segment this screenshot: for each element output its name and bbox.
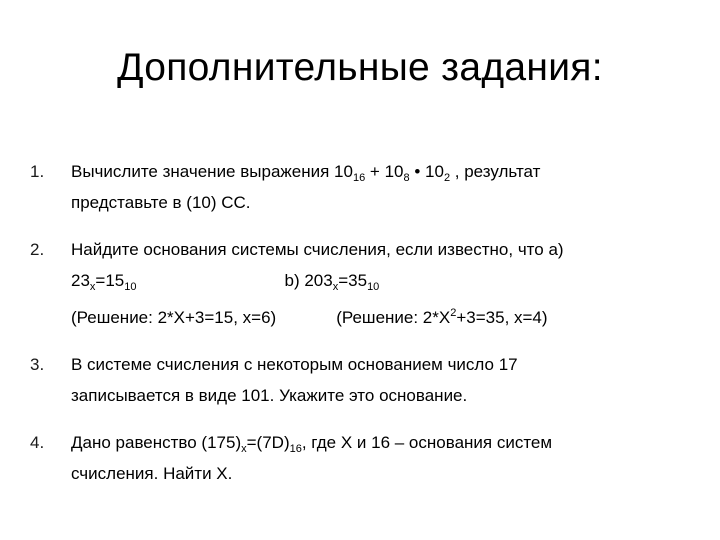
task-2-line-1: Найдите основания системы счисления, если известно, что а) — [71, 240, 564, 259]
solution-b: (Решение: $2*X^2+3=35$, x=4) — [336, 307, 548, 327]
task-2 — [30, 234, 690, 333]
slide-title: Дополнительные задания: — [117, 46, 603, 89]
task-number: 1. — [30, 162, 45, 181]
task-3-line-1: В системе счисления с некоторым основанием число 17 — [71, 355, 518, 374]
task-list — [30, 156, 690, 489]
task-1 — [30, 156, 690, 218]
subscript-base: 16 — [352, 172, 366, 184]
task-4-line-1: Дано равенство $(175)_x=(7D)_{16}$, где X и 16 – основания систем — [71, 433, 553, 455]
task-3-line-2: записывается в виде 101. Укажите это основание. — [71, 386, 468, 405]
task-4 — [30, 427, 690, 489]
task-1-line-2: представьте в (10) СС. — [71, 193, 251, 212]
subscript-base: 2 — [443, 172, 451, 184]
equation-a: $23_x=15_{10}$ — [71, 271, 137, 293]
equation-b: b) $203_x=35_{10}$ — [284, 271, 380, 293]
solution-a: (Решение: 2*X+3=15, x=6) — [71, 308, 277, 327]
subscript-base: 8 — [403, 172, 410, 184]
task-number: 4. — [30, 433, 45, 452]
subscript-base: 16 — [289, 443, 302, 455]
subscript-base: x — [241, 443, 247, 455]
task-number: 3. — [30, 355, 45, 374]
task-4-line-2: счисления. Найти X. — [71, 464, 233, 483]
task-1-line-1: Вычислите значение выражения $10_{16} + 10_8$ • $10_2$ , результат — [71, 162, 541, 184]
task-2-equations — [71, 265, 690, 296]
task-3 — [30, 349, 690, 411]
task-number: 2. — [30, 240, 45, 259]
task-2-solutions — [71, 302, 690, 333]
